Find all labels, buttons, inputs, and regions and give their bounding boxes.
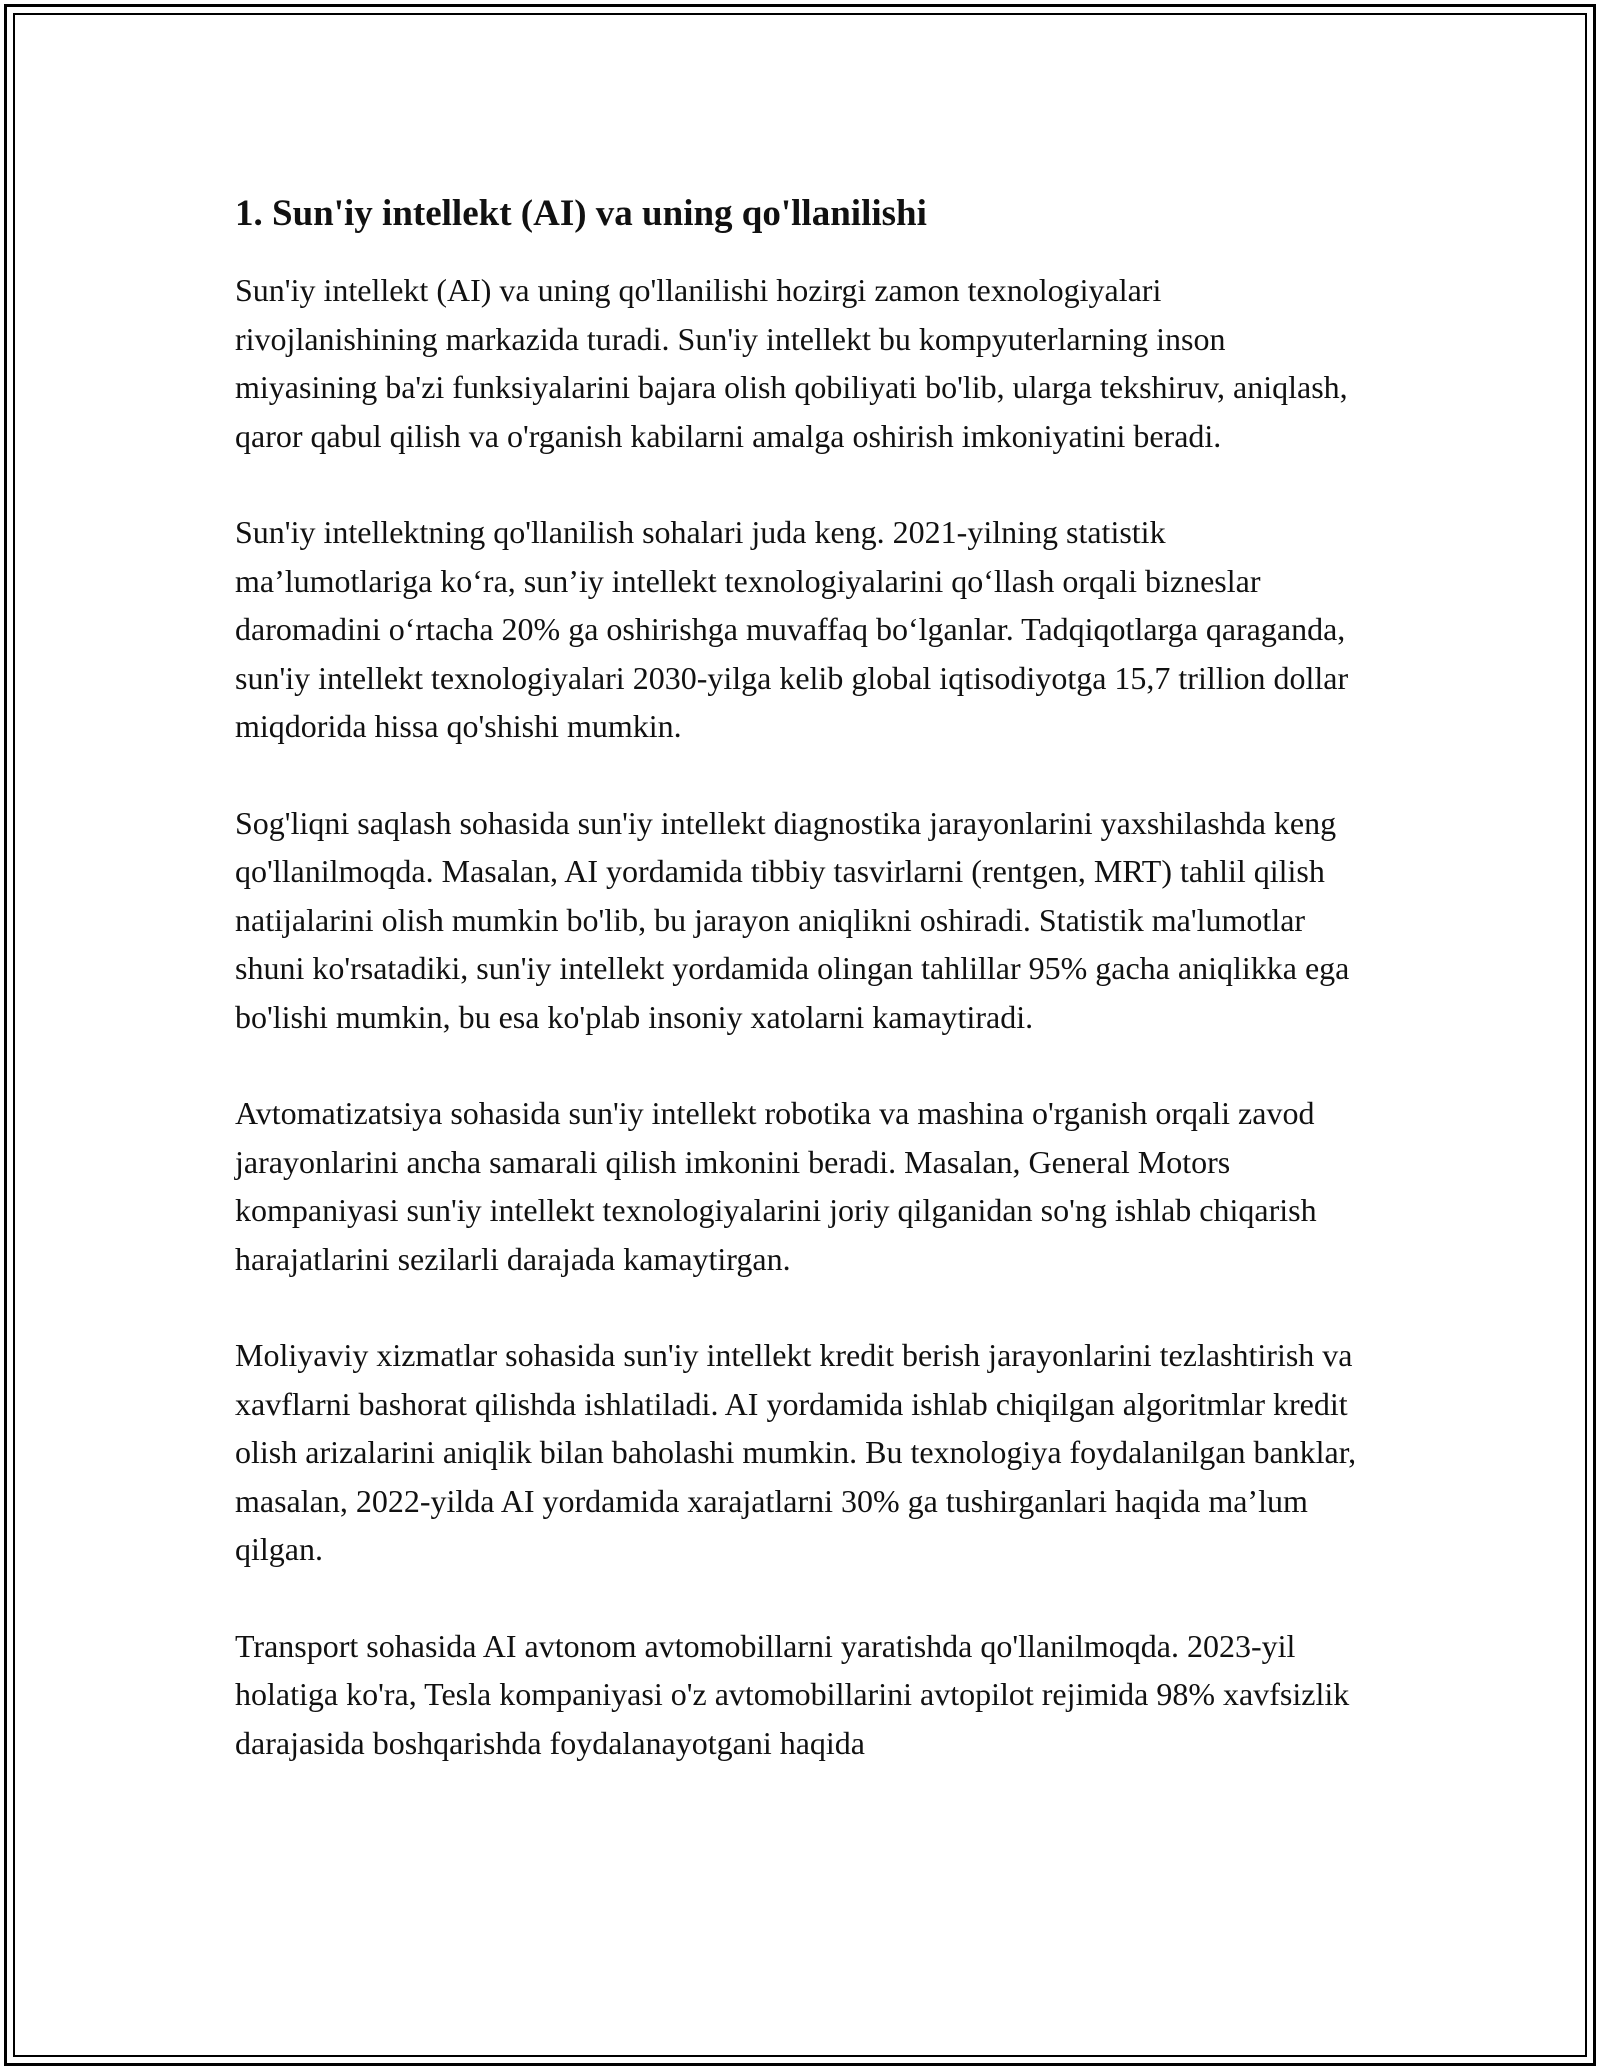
paragraph-application-areas: Sun'iy intellektning qo'llanilish sohalari juda keng. 2021-yilning statistik ma’lumotlariga ko‘ra, sun’iy intellekt texnologiyalarini qo‘llash orqali bizneslar daromadini o‘rtacha 20% ga oshirishga muvaffaq bo‘lganlar. Tadqiqotlarga qaraganda, sun'iy intellekt texnologiyalari 2030-yilga kelib global iqtisodiyotga 15,7 trillion dollar miqdorida hissa qo'shishi mumkin. (235, 514, 1349, 745)
paragraph-transport: Transport sohasida AI avtonom avtomobillarni yaratishda qo'llanilmoqda. 2023-yil holatiga ko'ra, Tesla kompaniyasi o'z avtomobillarini avtopilot rejimida 98% xavfsizlik darajasida boshqarishda foydalanayotgani haqida (235, 1627, 1350, 1761)
section-title: 1. Sun'iy intellekt (AI) va uning qo'llanilishi (235, 193, 927, 234)
document-body (235, 190, 1365, 1815)
paragraph-automation: Avtomatizatsiya sohasida sun'iy intellekt robotika va mashina o'rganish orqali zavod jarayonlarini ancha samarali qilish imkonini beradi. Masalan, General Motors kompaniyasi sun'iy intellekt texnologiyalarini joriy qilganidan so'ng ishlab chiqarish harajatlarini sezilarli darajada kamaytirgan. (235, 1095, 1317, 1277)
paragraph-healthcare: Sog'liqni saqlash sohasida sun'iy intellekt diagnostika jarayonlarini yaxshilashda keng qo'llanilmoqda. Masalan, AI yordamida tibbiy tasvirlarni (rentgen, MRT) tahlil qilish natijalarini olish mumkin bo'lib, bu jarayon aniqlikni oshiradi. Statistik ma'lumotlar shuni ko'rsatadiki, sun'iy intellekt yordamida olingan tahlillar 95% gacha aniqlikka ega bo'lishi mumkin, bu esa ko'plab insoniy xatolarni kamaytiradi. (235, 804, 1350, 1035)
paragraph-financial-services: Moliyaviy xizmatlar sohasida sun'iy intellekt kredit berish jarayonlarini tezlashtirish va xavflarni bashorat qilishda ishlatiladi. AI yordamida ishlab chiqilgan algoritmlar kredit olish arizalarini aniqlik bilan baholashi mumkin. Bu texnologiya foydalanilgan banklar, masalan, 2022-yilda AI yordamida xarajatlarni 30% ga tushirganlari haqida ma’lum qilgan. (235, 1337, 1357, 1568)
paragraph-intro: Sun'iy intellekt (AI) va uning qo'llanilishi hozirgi zamon texnologiyalari rivojlanishining markazida turadi. Sun'iy intellekt bu kompyuterlarning inson miyasining ba'zi funksiyalarini bajara olish qobiliyati bo'lib, ularga tekshiruv, aniqlash, qaror qabul qilish va o'rganish kabilarni amalga oshirish imkoniyatini beradi. (235, 272, 1348, 454)
